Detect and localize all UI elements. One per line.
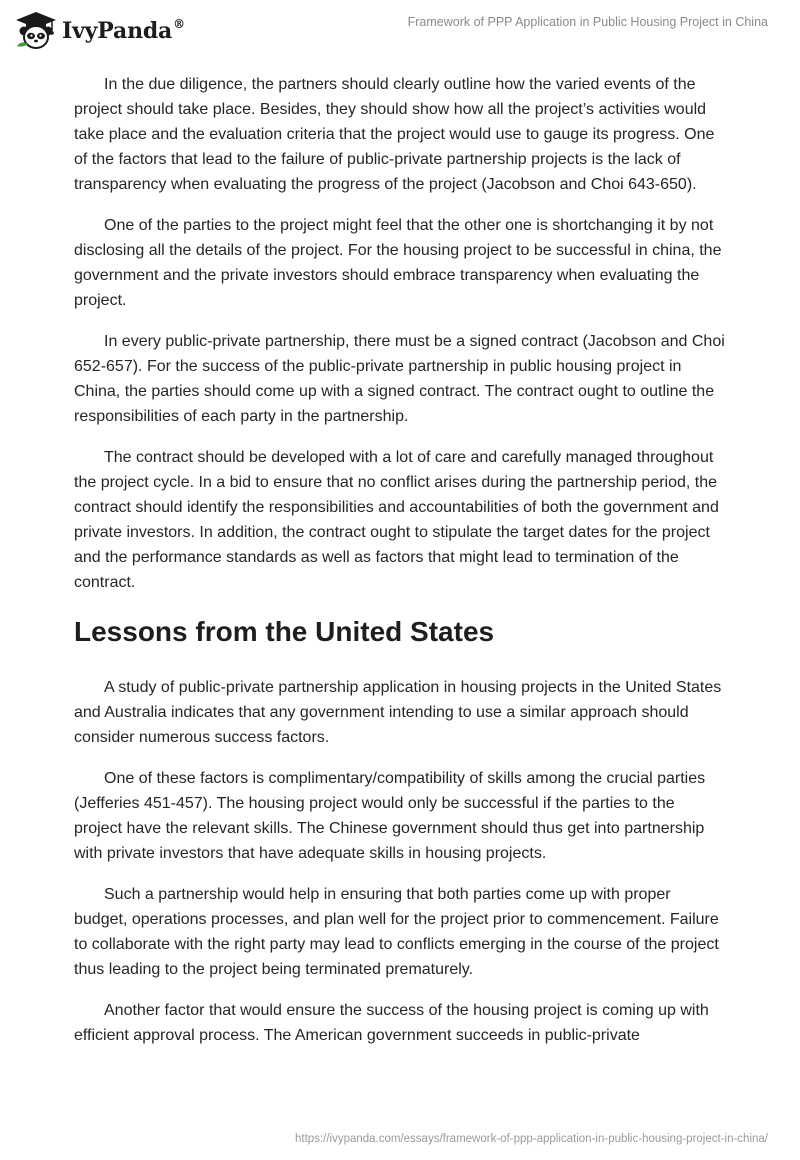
brand-logo[interactable] — [14, 8, 185, 52]
source-url[interactable]: https://ivypanda.com/essays/framework-of-ppp-application-in-public-housing-project-in-china/ — [295, 1133, 768, 1145]
paragraph: One of the parties to the project might feel that the other one is shortchanging it by not disclosing all the details of the project. For the housing project to be successful in china, the government and the private investors should embrace transparency when evaluating the project. — [74, 217, 722, 309]
paragraph: The contract should be developed with a lot of care and carefully managed throughout the project cycle. In a bid to ensure that no conflict arises during the partnership period, the contract should identify the responsibilities and accountabilities of both the government and private investors. In addition, the contract ought to stipulate the target dates for the project and the performance standards as well as factors that might lead to termination of the contract. — [74, 449, 719, 591]
page-header — [0, 0, 800, 56]
brand-name: IvyPanda® — [62, 16, 185, 44]
document-title: Framework of PPP Application in Public Housing Project in China — [407, 15, 768, 29]
paragraph: Such a partnership would help in ensuring that both parties come up with proper budget, operations processes, and plan well for the project prior to commencement. Failure to collaborate with the right party may lead to conflicts emerging in the course of the project thus leading to the project being terminated prematurely. — [74, 886, 719, 978]
panda-graduate-icon — [14, 10, 58, 50]
essay-content — [74, 72, 726, 1064]
paragraph: A study of public-private partnership application in housing projects in the United States and Australia indicates that any government intending to use a similar approach should consider numerous success factors. — [74, 679, 722, 746]
paragraph: Another factor that would ensure the success of the housing project is coming up with efficient approval process. The American government succeeds in public-private — [74, 1002, 709, 1044]
section-heading: Lessons from the United States — [74, 616, 495, 647]
paragraph: In the due diligence, the partners should clearly outline how the varied events of the project should take place. Besides, they should show how all the project’s activities would take place and the evaluation criteria that the project would use to gauge its progress. One of the factors that lead to the failure of public-private partnership projects is the lack of transparency when evaluating the progress of the project (Jacobson and Choi 643-650). — [74, 76, 715, 193]
paragraph: One of these factors is complimentary/compatibility of skills among the crucial parties (Jefferies 451-457). The housing project would only be successful if the parties to the project have the relevant skills. The Chinese government should thus get into partnership with private investors that have adequate skills in housing projects. — [74, 770, 706, 862]
paragraph: In every public-private partnership, there must be a signed contract (Jacobson and Choi 652-657). For the success of the public-private partnership in public housing project in China, the parties should come up with a signed contract. The contract ought to outline the responsibilities of each party in the partnership. — [74, 333, 725, 425]
